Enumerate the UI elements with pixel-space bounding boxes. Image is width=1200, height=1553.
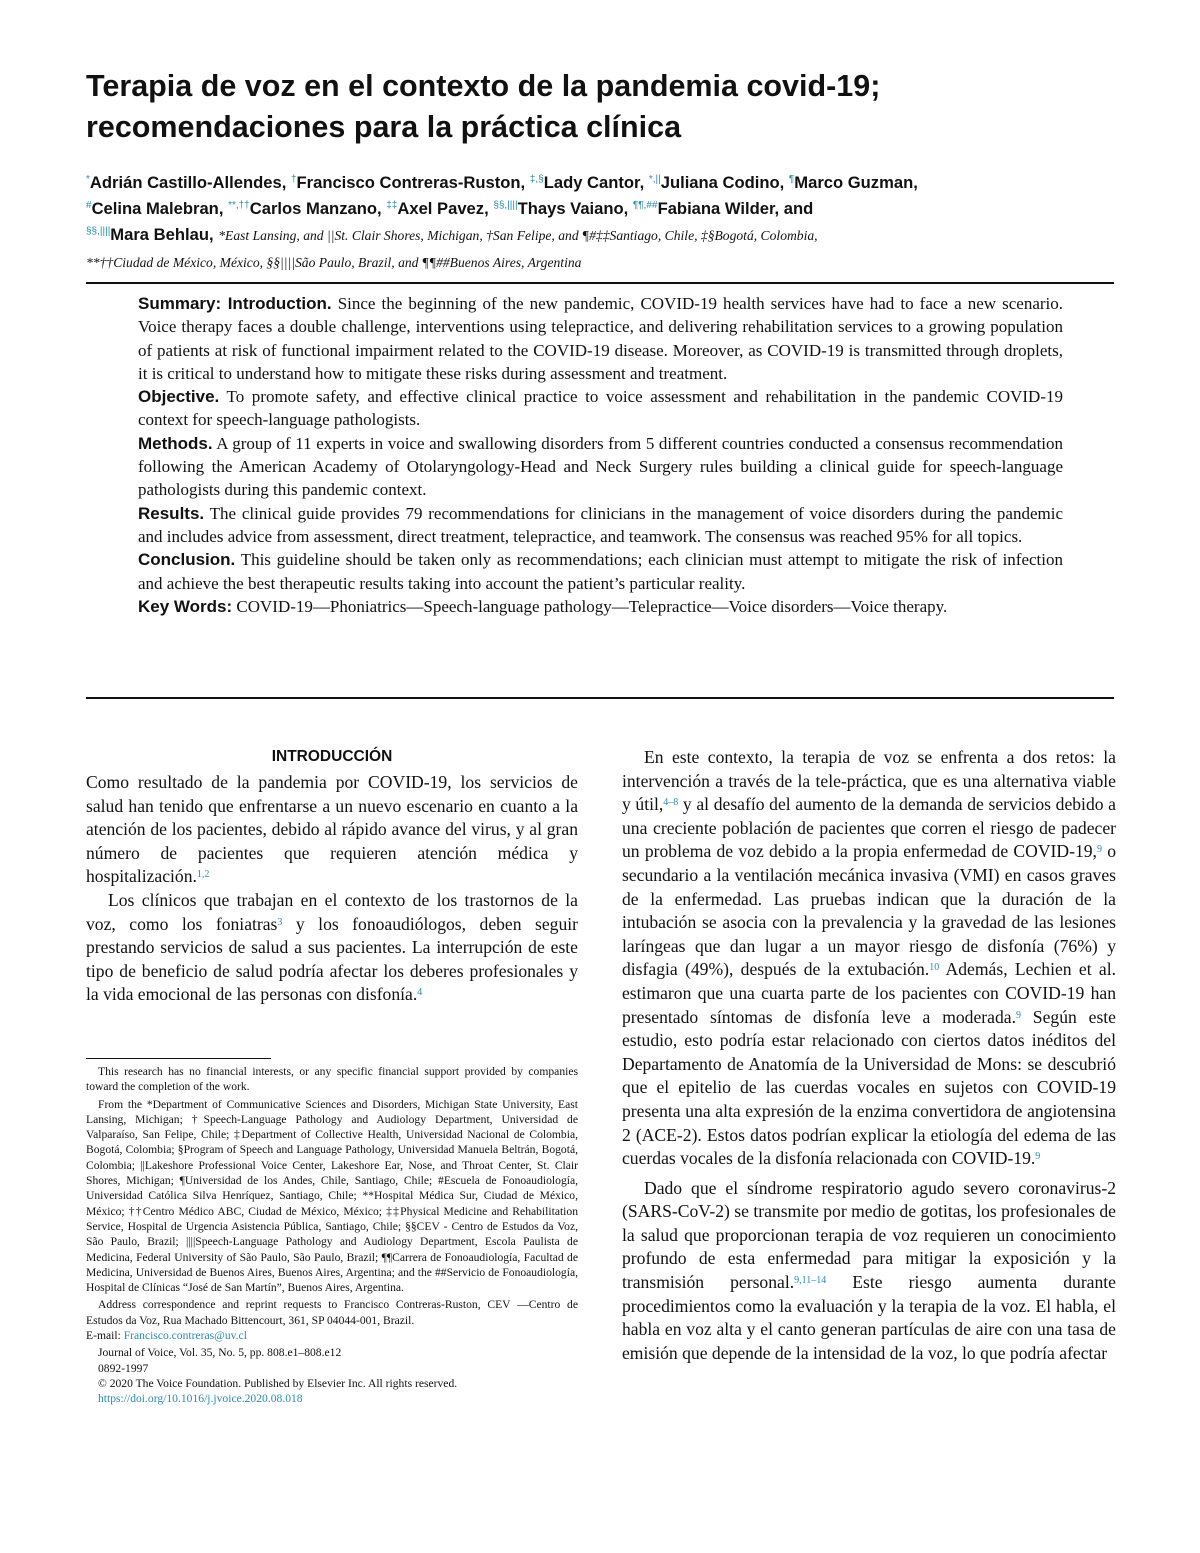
left-column	[86, 746, 578, 1007]
intro-p2-text-a: Los clínicos que trabajan en el contexto de los trastornos de la voz, como los foniatras	[86, 889, 578, 934]
author-name: Francisco Contreras-Ruston,	[296, 173, 526, 192]
correspondence-text: Address correspondence and reprint requests to Francisco Contreras-Ruston, CEV —Centro de Estudos da Voz, Rua Machado Bittencourt, 361, SP 04044-001, Brazil.	[86, 1298, 578, 1327]
author-line-3	[86, 222, 1126, 249]
author-mark: *	[86, 174, 90, 185]
section-heading-introduccion: INTRODUCCIÓN	[271, 748, 393, 765]
copyright: © 2020 The Voice Foundation. Published by Elsevier Inc. All rights reserved.	[98, 1376, 458, 1390]
intro-paragraph-1	[86, 771, 578, 889]
author-mark: ¶¶,##	[632, 200, 658, 211]
funding-note: This research has no financial interests, or any specific financial support provided by companies toward the completion of the work.	[86, 1065, 578, 1094]
intro-paragraph-2	[86, 889, 578, 1007]
right-column	[622, 746, 1116, 1365]
author-name: Celina Malebran,	[91, 199, 224, 218]
author-mark: #	[86, 200, 92, 211]
article-title	[86, 66, 1126, 148]
citation-link[interactable]: 9,11–14	[794, 1275, 827, 1287]
email-link[interactable]: Francisco.contreras@uv.cl	[123, 1329, 247, 1343]
footnotes	[86, 1064, 578, 1407]
citation-link[interactable]: 9	[1035, 1151, 1041, 1163]
author-mark: §§,||||	[86, 226, 111, 237]
footnote-rule	[86, 1058, 271, 1059]
citation-link[interactable]: 9	[1015, 1009, 1021, 1021]
abstract-bottom-rule	[86, 697, 1114, 699]
keywords-text: COVID-19—Phoniatrics—Speech-language pathology—Telepractice—Voice disorders—Voice therapy.	[236, 596, 948, 616]
author-mark: §§,||||	[493, 200, 518, 211]
author-mark: ¶	[788, 174, 795, 185]
results-text: The clinical guide provides 79 recommendations for clinicians in the management of voice disorders during the pandemic and includes advice from assessment, direct treatment, telepractice, and teamwork. The consensus was reached 95% for all topics.	[138, 503, 1063, 546]
title-line-2: recomendaciones para la práctica clínica	[86, 110, 682, 144]
affiliations-note: From the *Department of Communicative Sciences and Disorders, Michigan State University, East Lansing, Michigan; †Speech-Language Pathology and Audiology Department, Universidad de Valparaíso, San Felipe, Chile; ‡Department of Collective Health, Universidad Nacional de Colombia, Bogotá, Colombia; §Program of Speech and Language Pathology, Universidad Manuela Beltrán, Bogotá, Colombia; ||Lakeshore Professional Voice Center, Lakeshore Ear, Nose, and Throat Center, St. Clair Shores, Michigan; ¶Universidad de los Andes, Chile, Santiago, Chile; #Escuela de Fonoaudiología, Universidad Católica Silva Henríquez, Santiago, Chile; **Hospital Médica Sur, Ciudad de México, México; ††Centro Médico ABC, Ciudad de México, México; ‡‡Physical Medicine and Rehabilitation Service, Hospital de Urgencia Asistencia Pública, Santiago, Chile; §§CEV - Centro de Estudos da Voz, São Paulo, Brazil; ||||Speech-Language Pathology and Audiology Department, Escola Paulista de Medicina, Federal University of São Paulo, São Paulo, Brazil; ¶¶Carrera de Fonoaudiología, Facultad de Medicina, Universidad de Buenos Aires, Buenos Aires, Argentina; and the ##Servicio de Fonoaudiología, Hospital de Clínicas “José de San Martín”, Buenos Aires, Argentina.	[86, 1097, 578, 1295]
intro-p2-text-b: y los fonoaudiólogos, deben seguir prestando servicios de salud a sus pacientes. La interrupción de este tipo de beneficio de salud podría afectar los deberes profesionales y la vida emocional de las personas con disfonía.	[86, 913, 579, 1005]
citation-link[interactable]: 3	[277, 916, 283, 928]
conclusion-text: This guideline should be taken only as recommendations; each clinician must attempt to mitigate the risk of infection and achieve the best therapeutic results taking into account the patient’s particular reality.	[138, 550, 1063, 593]
abstract-conclusion	[138, 548, 1063, 595]
methods-label: Methods.	[138, 433, 213, 453]
author-line-2	[86, 196, 1126, 222]
keywords-label: Key Words:	[138, 596, 233, 616]
objective-text: To promote safety, and effective clinical practice to voice assessment and rehabilitation in the pandemic COVID-19 context for speech-language pathologists.	[138, 387, 1063, 430]
right-paragraph-1	[622, 746, 1116, 1171]
right-p1-text-d: Además, Lechien et al. estimaron que una cuarta parte de los pacientes con COVID-19 han presentado síntomas de disfonía leve a moderada.	[622, 959, 1116, 1027]
title-line-1: Terapia de voz en el contexto de la pandemia covid-19;	[86, 69, 881, 103]
summary-label: Summary: Introduction.	[138, 294, 332, 313]
author-mark: †	[290, 174, 297, 185]
abstract-summary	[138, 292, 1063, 385]
author-name: Axel Pavez,	[397, 199, 489, 218]
author-name: Lady Cantor,	[543, 173, 645, 192]
email-label: E-mail:	[86, 1329, 121, 1343]
author-mark: *,||	[648, 174, 661, 185]
journal-citation: Journal of Voice, Vol. 35, No. 5, pp. 808.e1–808.e12	[98, 1346, 342, 1360]
conclusion-label: Conclusion.	[138, 550, 236, 570]
abstract-keywords	[138, 595, 1063, 618]
right-p1-text-e: Según este estudio, esto podría estar relacionado con ciertos datos inéditos del Departamento de Anatomía de la Universidad de Mons: se descubrió que el epitelio de las cuerdas vocales en sujetos con COVID-19 presenta una alta expresión de la enzima convertidora de angiotensina 2 (ACE-2). Estos datos podrían explicar la etiología del edema de las cuerdas vocales de la disfonía relacionada con COVID-19.	[622, 1006, 1116, 1169]
doi-link[interactable]: https://doi.org/10.1016/j.jvoice.2020.08.018	[98, 1392, 303, 1406]
affiliation-locations-1: *East Lansing, and ||St. Clair Shores, Michigan, †San Felipe, and ¶#‡‡Santiago, Chile, ‡§Bogotá, Colombia,	[218, 228, 818, 243]
abstract-results	[138, 502, 1063, 549]
abstract-objective	[138, 385, 1063, 432]
author-mark: ‡‡	[386, 200, 398, 211]
author-line-4	[86, 249, 1126, 276]
author-line-1	[86, 170, 1126, 196]
right-p1-text-a: En este contexto, la terapia de voz se enfrenta a dos retos: la intervención a través de la tele-práctica, que es una alternativa viable y útil,	[622, 747, 1116, 815]
methods-text: A group of 11 experts in voice and swallowing disorders from 5 different countries conducted a consensus recommendation following the American Academy of Otolaryngology-Head and Neck Surgery rules building a clinical guide for speech-language pathologists during this pandemic context.	[138, 433, 1064, 500]
correspondence-note	[86, 1297, 578, 1343]
abstract-top-rule	[86, 282, 1114, 284]
author-name: Mara Behlau,	[110, 225, 214, 244]
objective-label: Objective.	[138, 387, 220, 407]
summary-text: Since the beginning of the new pandemic, COVID-19 health services have had to face a new scenario. Voice therapy faces a double challenge, interventions using telepractice, and delivering rehabilitation services to a growing population of patients at risk of functional impairment related to the COVID-19 disease. Moreover, as COVID-19 is transmitted through droplets, it is critical to understand how to mitigate these risks during assessment and treatment.	[138, 294, 1064, 383]
author-name: Thays Vaiano,	[517, 199, 629, 218]
abstract-methods	[138, 432, 1063, 502]
citation-link[interactable]: 1,2	[196, 869, 210, 881]
affiliation-locations-2: **††Ciudad de México, México, §§||||São Paulo, Brazil, and ¶¶##Buenos Aires, Argentina	[86, 255, 582, 270]
intro-p1-text: Como resultado de la pandemia por COVID-19, los servicios de salud han tenido que enfrentarse a un nuevo escenario en cuanto a la atención de los pacientes, debido al rápido avance del virus, y al gran número de pacientes que requieren atención médica y hospitalización.	[86, 772, 578, 887]
issn: 0892-1997	[98, 1361, 149, 1375]
author-name: Carlos Manzano,	[249, 199, 382, 218]
right-p1-text-b: y al desafío del aumento de la demanda de servicios debido a una creciente población de pacientes que corren el riesgo de padecer un problema de voz debido a la propia enfermedad de COVID-19,	[622, 794, 1116, 862]
right-paragraph-2	[622, 1177, 1116, 1366]
abstract	[138, 292, 1063, 618]
right-p2-text-b: Este riesgo aumenta durante procedimientos como la evaluación y la terapia de la voz. El habla, el habla en voz alta y el canto generan partículas de aire con una tasa de emisión que depende de la intensidad de la voz, lo que podría afectar	[622, 1272, 1116, 1363]
right-p1-text-c: o secundario a la ventilación mecánica invasiva (VMI) en casos graves de la enfermedad. Las pruebas indican que la duración de la intubación se asocia con la prevalencia y la gravedad de las lesiones laríngeas que dan lugar a un mayor riesgo de disfonía (76%) y disfagia (49%), después de la extubación.	[622, 841, 1117, 980]
author-mark: **,††	[228, 200, 250, 211]
citation-link[interactable]: 4–8	[663, 797, 679, 809]
author-name: Marco Guzman,	[794, 173, 918, 192]
author-mark: ‡,§	[529, 174, 544, 185]
author-list	[86, 170, 1126, 276]
citation-link[interactable]: 4	[417, 987, 423, 999]
citation-link[interactable]: 9	[1096, 844, 1102, 856]
author-name: Adrián Castillo-Allendes,	[89, 173, 287, 192]
citation-link[interactable]: 10	[929, 962, 940, 974]
right-p2-text-a: Dado que el síndrome respiratorio agudo severo coronavirus-2 (SARS-CoV-2) se transmite por medio de gotitas, los profesionales de la salud que proporcionan terapia de voz requieren un conocimiento profundo de esta enfermedad para mitigar la exposición y la transmisión personal.	[622, 1177, 1116, 1293]
results-label: Results.	[138, 503, 205, 523]
author-name: Fabiana Wilder, and	[657, 199, 814, 218]
author-name: Juliana Codino,	[660, 173, 785, 192]
